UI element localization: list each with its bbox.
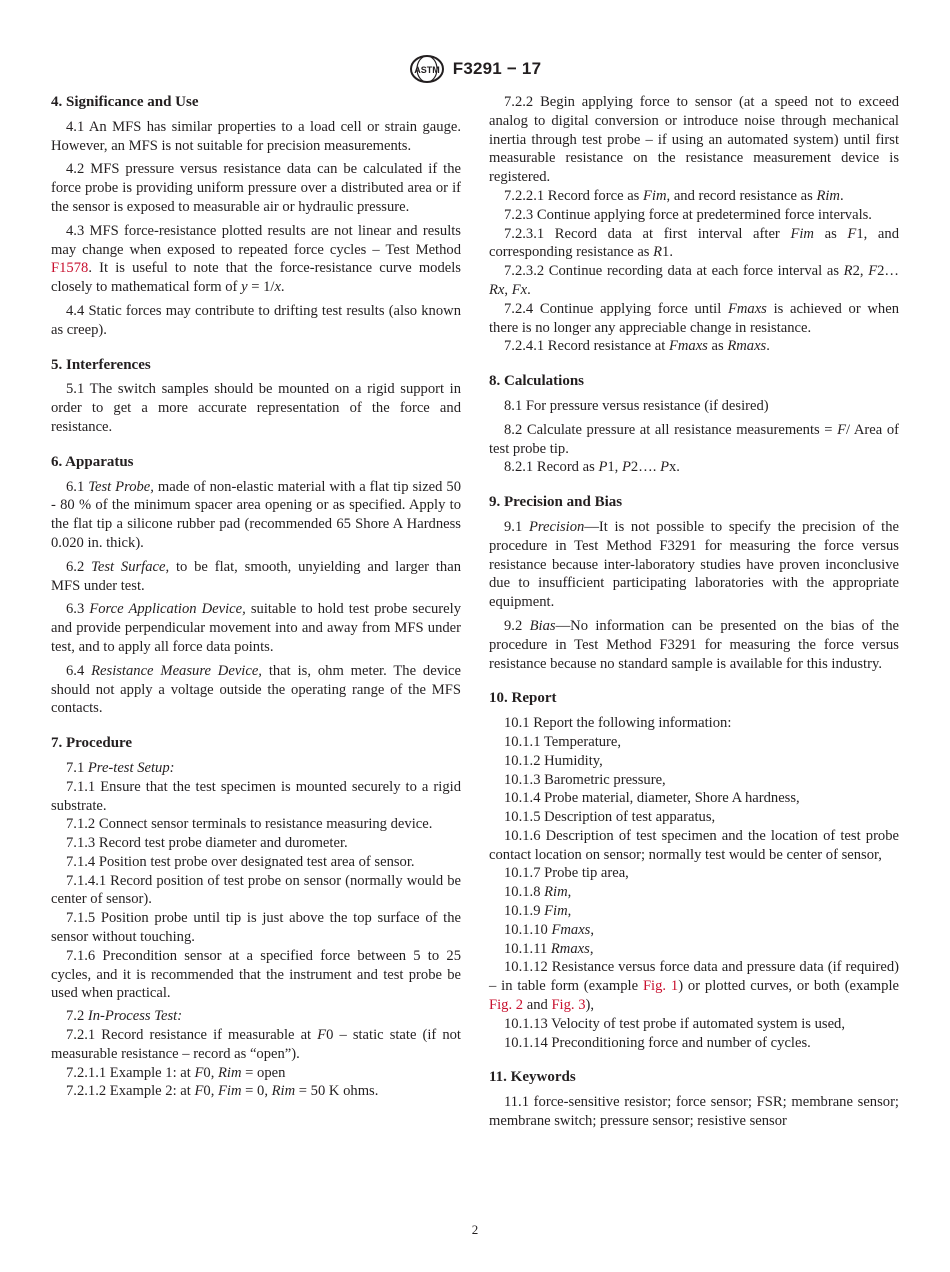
paragraph: 6.4 Resistance Measure Device, that is, ohm meter. The device should not apply a voltage outside the operating range of the MFS contacts.	[51, 662, 462, 717]
left-column	[51, 93, 461, 1101]
paragraph: 10.1 Report the following information:	[504, 715, 732, 732]
paragraph: 10.1.8 Rim,	[504, 884, 572, 901]
paragraph: 7.2.1 Record resistance if measurable at F0 – static state (if not measurable resistance – record as “open”).	[51, 1027, 461, 1062]
paragraph: 5.1 The switch samples should be mounted on a rigid support in order to get a more accurate representation of the force and resistance.	[51, 381, 461, 435]
paragraph: 10.1.7 Probe tip area,	[504, 865, 629, 882]
paragraph: 10.1.9 Fim,	[504, 903, 572, 920]
paragraph: 7.1.2 Connect sensor terminals to resistance measuring device.	[66, 816, 433, 833]
standard-designation: F3291 − 17	[452, 59, 542, 78]
paragraph: 7.2.3 Continue applying force at predetermined force intervals.	[504, 206, 872, 223]
paragraph: 10.1.10 Fmaxs,	[504, 921, 595, 938]
section-heading: 6. Apparatus	[51, 453, 134, 470]
paragraph: 6.3 Force Application Device, suitable to hold test probe securely and provide perpendicular movement into and away from MFS under test, and to apply all force data points.	[51, 601, 461, 655]
paragraph: 7.2.3.1 Record data at first interval after Fim as F1, and corresponding resistance as R1.	[489, 225, 899, 261]
paragraph: 7.2.3.2 Continue recording data at each force interval as R2, F2… Rx, Fx.	[489, 263, 899, 298]
paragraph: 10.1.6 Description of test specimen and the location of test probe contact location on sensor; normally test would be center of sensor,	[489, 827, 899, 863]
paragraph: 7.2.4.1 Record resistance at Fmaxs as Rmaxs.	[504, 338, 770, 355]
paragraph: 7.2.2 Begin applying force to sensor (at a speed not to exceed analog to digital conversion or introduce noise through mechanical inertia through test probe – if using an automated system) until first measurable resistance on the resistance measurement device is registered.	[489, 94, 899, 186]
paragraph: 4.2 MFS pressure versus resistance data can be calculated if the force probe is providing uniform pressure over a distributed area or if the sensor is exposed to measurable air or hydraulic pressure.	[51, 161, 461, 215]
paragraph: 7.1.4.1 Record position of test probe on sensor (normally would be center of sensor).	[51, 872, 461, 908]
paragraph: 4.3 MFS force-resistance plotted results are not linear and results may change when exposed to repeated force cycles – Test Method F1578. It is useful to note that the force-resistance curve models closely to mathematical form of y = 1/x.	[51, 222, 461, 296]
section-heading: 9. Precision and Bias	[489, 494, 623, 511]
paragraph: 11.1 force-sensitive resistor; force sensor; FSR; membrane sensor; membrane switch; pressure sensor; resistive sensor	[489, 1094, 899, 1130]
paragraph: 7.2.2.1 Record force as Fim, and record resistance as Rim.	[504, 187, 844, 204]
section-heading: 8. Calculations	[489, 373, 585, 390]
paragraph: 7.1.5 Position probe until tip is just above the top surface of the sensor without touching.	[51, 910, 461, 946]
paragraph: 6.1 Test Probe, made of non-elastic material with a flat tip sized 50 - 80 % of the minimum spacer area opening or as specified. Apply to the flat tip a silicone rubber pad (recommended 65 Shore A Hardness 0.020 in. thick).	[51, 478, 461, 551]
paragraph: 10.1.5 Description of test apparatus,	[504, 809, 716, 826]
paragraph: 10.1.2 Humidity,	[504, 752, 603, 769]
paragraph: 4.4 Static forces may contribute to drifting test results (also known as creep).	[51, 302, 461, 338]
paragraph: 10.1.3 Barometric pressure,	[504, 771, 666, 788]
paragraph: 8.2.1 Record as P1, P2…. Px.	[504, 459, 680, 476]
section-heading: 7. Procedure	[51, 735, 133, 752]
f1578-link[interactable]: F1578	[51, 260, 89, 277]
paragraph: 7.2.1.2 Example 2: at F0, Fim = 0, Rim = 50 K ohms.	[66, 1083, 379, 1100]
logo-text: ASTM	[414, 65, 440, 75]
paragraph: 10.1.12 Resistance versus force data and pressure data (if required) – in table form (example Fig. 1) or plotted curves, or both (example Fig. 2 and Fig. 3),	[489, 959, 899, 1014]
paragraph: 4.1 An MFS has similar properties to a load cell or strain gauge. However, an MFS is not suitable for precision measurements.	[51, 118, 461, 154]
paragraph: 8.1 For pressure versus resistance (if desired)	[504, 397, 769, 414]
paragraph: 7.1.3 Record test probe diameter and durometer.	[66, 835, 348, 852]
page-number: 2	[471, 1222, 479, 1237]
paragraph: 7.1.4 Position test probe over designated test area of sensor.	[66, 853, 415, 870]
paragraph: 10.1.13 Velocity of test probe if automated system is used,	[504, 1015, 846, 1032]
paragraph: 10.1.1 Temperature,	[504, 733, 622, 750]
paragraph: 6.2 Test Surface, to be flat, smooth, unyielding and larger than MFS under test.	[51, 558, 461, 594]
paragraph: 7.1.6 Precondition sensor at a specified force between 5 to 25 cycles, and it is recommended that the instrument and test probe be used when practical.	[51, 947, 461, 1002]
section-heading: 10. Report	[489, 690, 557, 707]
paragraph: 10.1.11 Rmaxs,	[504, 940, 594, 957]
paragraph: 7.2.1.1 Example 1: at F0, Rim = open	[66, 1064, 286, 1081]
paragraph: 7.1 Pre-test Setup:	[66, 759, 175, 776]
paragraph: 7.2.4 Continue applying force until Fmaxs is achieved or when there is no longer any appreciable change in resistance.	[489, 300, 899, 336]
right-column	[489, 93, 899, 1136]
fig-2-link[interactable]: Fig. 2	[489, 997, 524, 1014]
paragraph: 9.1 Precision—It is not possible to specify the precision of the procedure in Test Method F3291 for measuring the force versus resistance because inter-laboratory studies have proven inconclusive due to insufficient participating laboratories with the appropriate equipment.	[489, 518, 900, 611]
paragraph: 9.2 Bias—No information can be presented on the bias of the procedure in Test Method F3291 for measuring the force versus resistance because no standard sample is available for this industry.	[489, 617, 899, 672]
page-header	[0, 54, 950, 84]
section-heading: 11. Keywords	[489, 1069, 576, 1086]
paragraph: 8.2 Calculate pressure at all resistance measurements = F/ Area of test probe tip.	[489, 421, 900, 457]
paragraph: 7.1.1 Ensure that the test specimen is mounted securely to a rigid substrate.	[51, 778, 461, 814]
paragraph: 10.1.4 Probe material, diameter, Shore A hardness,	[504, 790, 800, 807]
paragraph: 10.1.14 Preconditioning force and number of cycles.	[504, 1034, 811, 1051]
astm-logo	[409, 54, 445, 84]
fig-1-link[interactable]: Fig. 1	[642, 978, 679, 995]
paragraph: 7.2 In-Process Test:	[66, 1008, 183, 1025]
section-heading: 5. Interferences	[51, 356, 151, 373]
fig-3-link[interactable]: Fig. 3	[551, 997, 586, 1014]
section-heading: 4. Significance and Use	[51, 94, 199, 110]
